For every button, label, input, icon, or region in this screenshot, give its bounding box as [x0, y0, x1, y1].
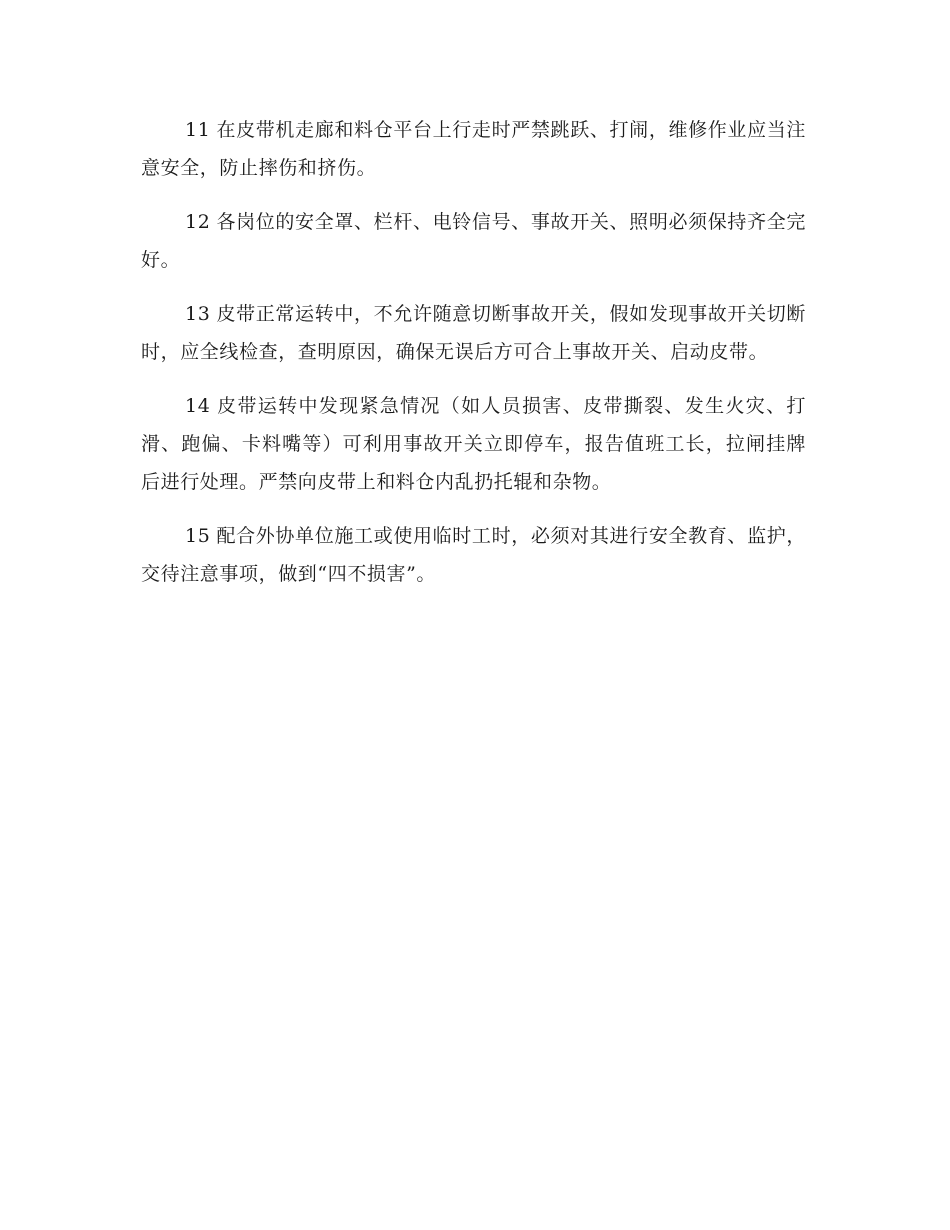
paragraph-number: 13 [185, 303, 211, 325]
paragraph-text: 在皮带机走廊和料仓平台上行走时严禁跳跃、打闹，维修作业应当注意安全，防止摔伤和挤伤。 [141, 119, 806, 179]
paragraph-text: 皮带正常运转中，不允许随意切断事故开关，假如发现事故开关切断时，应全线检查，查明原因，确保无误后方可合上事故开关、启动皮带。 [141, 303, 806, 363]
paragraph-number: 11 [185, 119, 211, 141]
paragraph-11 [141, 111, 806, 187]
paragraph-15 [141, 517, 806, 593]
paragraph-number: 14 [185, 395, 211, 417]
paragraph-number: 15 [185, 525, 211, 547]
paragraph-14 [141, 387, 806, 501]
paragraph-number: 12 [185, 211, 211, 233]
document-body [141, 111, 806, 609]
paragraph-12 [141, 203, 806, 279]
paragraph-13 [141, 295, 806, 371]
paragraph-text: 配合外协单位施工或使用临时工时，必须对其进行安全教育、监护，交待注意事项，做到“四不损害”。 [141, 525, 806, 585]
paragraph-text: 各岗位的安全罩、栏杆、电铃信号、事故开关、照明必须保持齐全完好。 [141, 211, 806, 271]
paragraph-text: 皮带运转中发现紧急情况（如人员损害、皮带撕裂、发生火灾、打滑、跑偏、卡料嘴等）可利用事故开关立即停车，报告值班工长，拉闸挂牌后进行处理。严禁向皮带上和料仓内乱扔托辊和杂物。 [141, 395, 806, 493]
